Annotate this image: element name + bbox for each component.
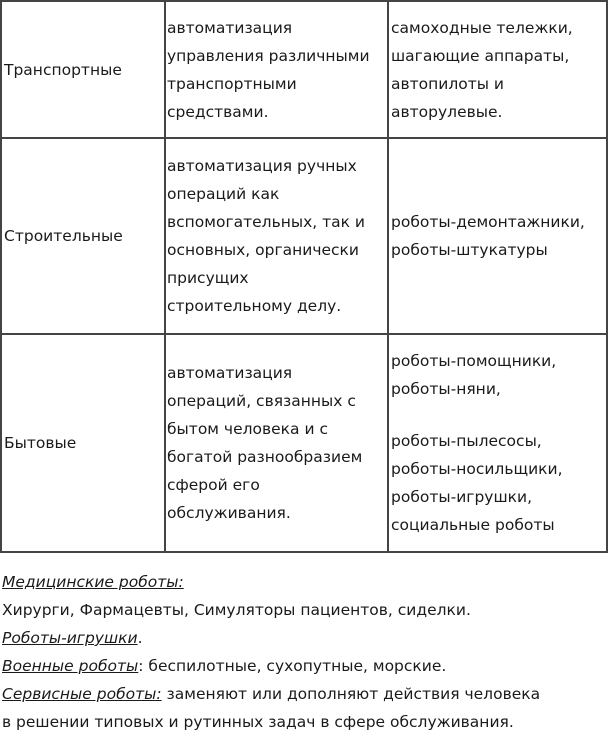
- text-line: шагающие аппараты,: [391, 46, 570, 65]
- text-line: основных, органически: [167, 241, 359, 259]
- text-line: сферой его: [167, 476, 260, 494]
- text-line: строительному делу.: [167, 297, 342, 315]
- text-line: богатой разнообразием: [167, 448, 363, 466]
- military-text: : беспилотные, сухопутные, морские.: [138, 657, 447, 675]
- purpose-cell: [165, 138, 388, 334]
- table-row: [1, 1, 607, 138]
- type-cell: Строительные: [1, 138, 165, 334]
- type-cell: Бытовые: [1, 334, 165, 552]
- examples-cell: [388, 334, 607, 552]
- service-heading: Сервисные роботы:: [2, 685, 162, 703]
- text-line: роботы-няни,: [391, 380, 501, 398]
- notes-section: [2, 568, 608, 736]
- text-line: авторулевые.: [391, 102, 503, 121]
- text-line: автопилоты и: [391, 74, 505, 93]
- text-line: роботы-демонтажники,: [391, 213, 585, 231]
- text-line: самоходные тележки,: [391, 18, 573, 37]
- text-line: обслуживания.: [167, 504, 291, 522]
- table-row: [1, 138, 607, 334]
- text-line: присущих: [167, 269, 249, 287]
- medical-heading: Медицинские роботы:: [2, 573, 184, 591]
- text-line: роботы-игрушки,: [391, 488, 532, 506]
- table-row: [1, 334, 607, 552]
- examples-cell: [388, 1, 607, 138]
- military-heading: Военные роботы: [2, 657, 139, 675]
- service-text: заменяют или дополняют действия человека: [161, 685, 541, 703]
- purpose-cell: [165, 334, 388, 552]
- spacer: [391, 403, 604, 427]
- text-line: управления различными: [167, 46, 370, 65]
- text-line: автоматизация ручных: [167, 157, 357, 175]
- text-line: автоматизация: [167, 364, 293, 382]
- text-line: бытом человека и с: [167, 420, 328, 438]
- text-line: роботы-штукатуры: [391, 241, 548, 259]
- text-line: автоматизация: [167, 18, 293, 37]
- text-line: роботы-помощники,: [391, 352, 557, 370]
- text-line: роботы-носильщики,: [391, 460, 563, 478]
- text-line: вспомогательных, так и: [167, 213, 365, 231]
- toys-tail: .: [137, 629, 143, 647]
- text-line: транспортными: [167, 74, 297, 93]
- service-text-2: в решении типовых и рутинных задач в сфере обслуживания.: [2, 713, 514, 731]
- type-cell: Транспортные: [1, 1, 165, 138]
- medical-text: Хирурги, Фармацевты, Симуляторы пациентов, сиделки.: [2, 601, 471, 619]
- purpose-cell: [165, 1, 388, 138]
- text-line: социальные роботы: [391, 516, 555, 534]
- text-line: операций, связанных с: [167, 392, 356, 410]
- toys-heading: Роботы-игрушки: [2, 629, 138, 647]
- text-line: операций как: [167, 185, 280, 203]
- examples-cell: [388, 138, 607, 334]
- text-line: средствами.: [167, 102, 269, 121]
- text-line: роботы-пылесосы,: [391, 432, 542, 450]
